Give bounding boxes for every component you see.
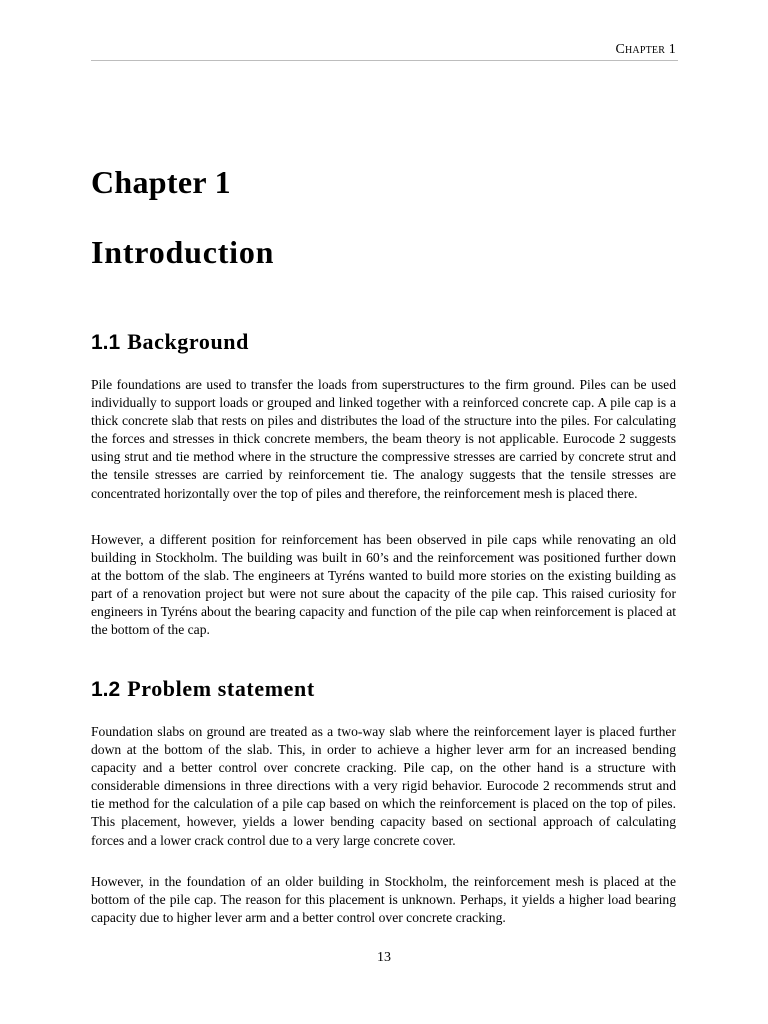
section-title: Problem statement [127,676,315,701]
section-number: 1.1 [91,331,121,354]
header-divider [91,60,678,61]
chapter-title: Introduction [91,234,275,270]
page-number: 13 [377,950,391,965]
running-header: Chapter 1 [615,42,676,57]
paragraph: Foundation slabs on ground are treated as a two-way slab where the reinforcement layer is placed further down at the bottom of the slab. This, in order to achieve a higher lever arm for an increased bending capacity and a better control over concrete cracking. Pile cap, on the other hand is a structure with considerable dimensions in three directions with a very rigid behavior. Eurocode 2 recommends strut and tie method for the calculation of a pile cap based on which the reinforcement is placed on the top of piles. This placement, however, yields a lower bending capacity based on sectional approach of calculating forces and a lower crack control due to a very large concrete cover. [91,724,676,848]
paragraph: However, in the foundation of an older building in Stockholm, the reinforcement mesh is placed at the bottom of the pile cap. The reason for this placement is unknown. Perhaps, it yields a higher load bearing capacity due to higher lever arm and a better control over concrete cracking. [91,874,676,926]
section-title: Background [127,329,249,354]
chapter-label: Chapter 1 [91,164,231,200]
section-heading-background [91,329,249,355]
paragraph: Pile foundations are used to transfer the loads from superstructures to the firm ground. Piles can be used individually to support loads or grouped and linked together with a reinforced concrete cap. A pile cap is a thick concrete slab that rests on piles and distributes the load of the structure into the piles. For calculating the forces and stresses in thick concrete members, the beam theory is not applicable. Eurocode 2 suggests using strut and tie method where in the structure the compressive stresses are carried by concrete strut and the tensile stresses are carried by reinforcement tie. The analogy suggests that the tensile stresses are concentrated horizontally over the top of piles and therefore, the reinforcement mesh is placed there. [91,377,676,501]
paragraph: However, a different position for reinforcement has been observed in pile caps while renovating an old building in Stockholm. The building was built in 60’s and the reinforcement was positioned further down at the bottom of the slab. The engineers at Tyréns wanted to build more stories on the existing building as part of a renovation project but were not sure about the capacity of the pile cap. This raised curiosity for engineers in Tyréns about the bearing capacity and function of the pile cap when reinforcement is placed at the bottom of the cap. [91,532,676,638]
section-number: 1.2 [91,678,121,701]
section-heading-problem-statement [91,676,315,702]
